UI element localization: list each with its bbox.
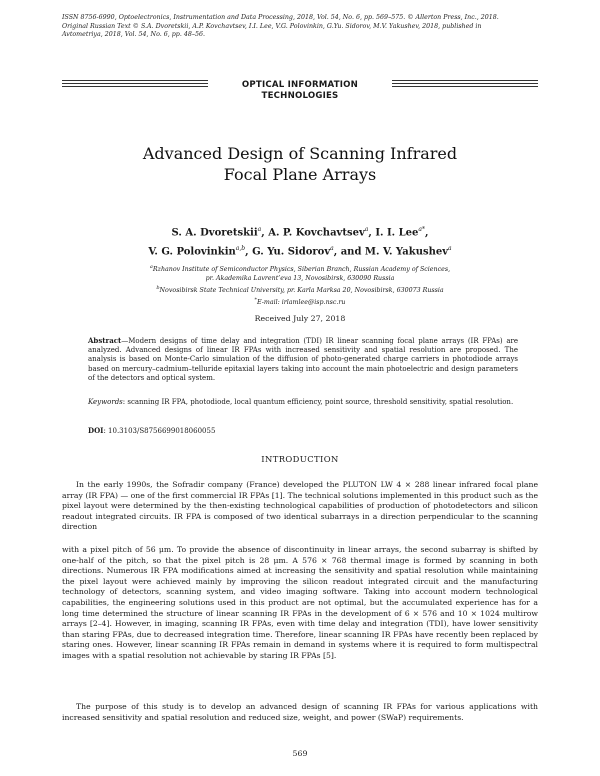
paragraph-2: with a pixel pitch of 56 μm. To provide the absence of discontinuity in linear arrays, the second subarray is shifted by one-half of the pitch, so that the pixel pitch is 28 μm. A 576 × 768 thermal image is formed by scanning in both directions. Numerous IR FPA modifications aimed at increasing the sensitivity and spatial resolution while maintaining the pixel layout were achieved mainly by improving the silicon readout integrated circuit and the manufacturing technology of detectors, scanning system, and video imaging software. Taking into account modern technological capabilities, the engineering solutions used in this product are not optimal, but the accumulated experience has for a long time determined the structure of linear scanning IR FPAs in the development of 6 × 576 and 10 × 1024 multirow arrays [2–4]. However, in imaging, scanning IR FPAs, even with time delay and integration (TDI), have lower sensitivity than staring FPAs, due to decreased integration time. Therefore, linear scanning IR FPAs have recently been replaced by staring ones. However, linear scanning IR FPAs remain in demand in systems where it is required to form multispectral images with a spatial resolution not achievable by staring IR FPAs [5]. xyxy=(62,545,538,660)
author-affil-mark: a xyxy=(364,226,369,233)
title-line-2: Focal Plane Arrays xyxy=(223,165,377,184)
abstract-text: —Modern designs of time delay and integration (TDI) IR linear scanning focal plane arrays (IR FPAs) are analyzed. Advanced designs of linear IR FPAs with increased sensitivity and spatial resolution are proposed. The analysis is based on Monte-Carlo simulation of the diffusion of photo-generated charge carriers in photodiode arrays based on mercury–cadmium–telluride epitaxial layers taking into account the main photoelectric and design parameters of the detectors and optical system. xyxy=(88,337,518,382)
section-title xyxy=(212,80,388,101)
authors-line-1: S. A. Dvoretskii$^a$, A. P. Kovchavtsev$^a$, I. I. Lee$^{a*}$, xyxy=(171,226,429,239)
section-title-line-2: TECHNOLOGIES xyxy=(261,90,339,101)
rule-right-1 xyxy=(392,80,538,81)
affiliation-b xyxy=(62,284,538,296)
section-heading-introduction: INTRODUCTION xyxy=(261,454,339,464)
corresponding-email xyxy=(62,296,538,308)
abstract xyxy=(88,336,518,383)
rule-left-1 xyxy=(62,80,208,81)
authors-line-2: V. G. Polovinkin$^{a,b}$, G. Yu. Sidorov$^a$, and M. V. Yakushev$^a$ xyxy=(148,245,452,258)
affil-b-line: Novosibirsk State Technical University, pr. Karla Marksa 20, Novosibirsk, 630073 Russia xyxy=(159,286,444,294)
doi-label: DOI xyxy=(88,426,104,435)
keywords-label: Keywords xyxy=(88,398,123,406)
rule-right-3 xyxy=(392,86,538,87)
header-line-2: Original Russian Text © S.A. Dvoretskii, A.P. Kovchavtsev, I.I. Lee, V.G. Polovinkin, G.Yu. Sidorov, M.V. Yakushev, 2018, published in xyxy=(62,22,482,30)
rule-left-3 xyxy=(62,86,208,87)
section-title-line-1: OPTICAL INFORMATION xyxy=(241,80,359,90)
affiliations xyxy=(62,263,538,307)
journal-header xyxy=(62,14,538,40)
page-number: 569 xyxy=(292,749,308,758)
rule-left-2 xyxy=(62,83,208,84)
affiliation-a xyxy=(62,263,538,275)
author-name: I. I. Lee xyxy=(375,227,419,239)
doi xyxy=(88,426,518,435)
title-line-1: Advanced Design of Scanning Infrared xyxy=(142,144,458,163)
rule-right-2 xyxy=(392,83,538,84)
author-affil-mark: a* xyxy=(418,226,425,233)
author-list xyxy=(62,222,538,261)
keywords xyxy=(88,398,518,407)
author-affil-mark: a xyxy=(448,245,452,253)
doi-text: : 10.3103/S8756699018060055 xyxy=(103,427,216,435)
affil-mark-b: b xyxy=(156,284,160,291)
header-line-3: Avtometriya, 2018, Vol. 54, No. 6, pp. 48–56. xyxy=(62,31,206,39)
received-date: Received July 27, 2018 xyxy=(254,314,346,323)
author-affil-mark: a xyxy=(257,226,262,233)
affil-a-line-1: Rzhanov Institute of Semiconductor Physics, Siberian Branch, Russian Academy of Sciences, xyxy=(152,266,451,274)
author-name: M. V. Yakushev xyxy=(364,246,449,258)
email-text: E-mail: irlamlee@isp.nsc.ru xyxy=(257,298,346,306)
header-line-1: ISSN 8756-6990, Optoelectronics, Instrumentation and Data Processing, 2018, Vol. 54, No. 6, pp. 569–575. © Allerton Press, Inc., 2018. xyxy=(62,14,499,21)
abstract-label: Abstract xyxy=(88,336,122,345)
section-band xyxy=(62,80,538,106)
author-name: S. A. Dvoretskii xyxy=(171,227,258,239)
author-name: G. Yu. Sidorov xyxy=(252,246,331,258)
paragraph-1: In the early 1990s, the Sofradir company (France) developed the PLUTON LW 4 × 288 linear infrared focal plane array (IR FPA) — one of the first commercial IR FPAs [1]. The technical solutions implemented in this product such as the pixel layout were determined by the then-existing technological capabilities of production of photodetectors and silicon readout integrated circuits. IR FPA is composed of two identical subarrays in a direction perpendicular to the scanning direction xyxy=(62,480,538,532)
author-name: A. P. Kovchavtsev xyxy=(268,227,365,239)
affil-mark-a: a xyxy=(149,264,153,270)
affil-a-line-2: pr. Akademika Lavrent’eva 13, Novosibirsk, 630090 Russia xyxy=(205,274,395,282)
email-mark: * xyxy=(254,296,258,303)
paragraph-3: The purpose of this study is to develop an advanced design of scanning IR FPAs for various applications with increased sensitivity and spatial resolution and reduced size, weight, and power (SWaP) requirements. xyxy=(62,702,538,722)
paper-title xyxy=(62,143,538,185)
author-affil-mark: a xyxy=(330,245,334,253)
author-name: V. G. Polovinkin xyxy=(148,246,236,258)
keywords-text: : scanning IR FPA, photodiode, local quantum efficiency, point source, threshold sensitivity, spatial resolution. xyxy=(122,398,514,406)
author-affil-mark: a,b xyxy=(235,245,246,253)
